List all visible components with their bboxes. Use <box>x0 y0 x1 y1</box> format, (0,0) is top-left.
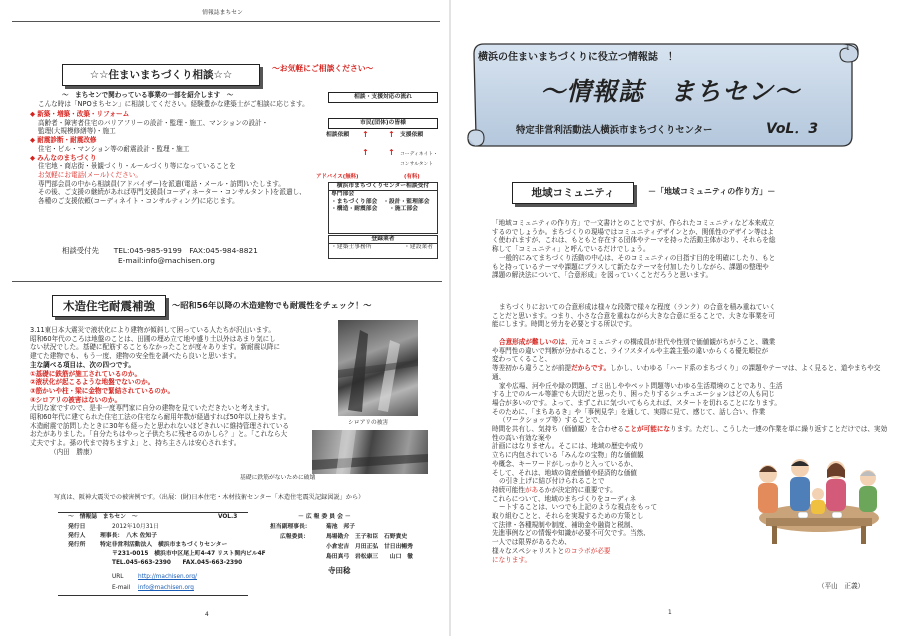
para-line: 立ちに内包されている「みんなの宝物」的な価値観 <box>492 451 644 460</box>
family-illustration-art <box>748 448 890 544</box>
para-line: て法律・各種規制や制度、補助金や融資と税制、 <box>492 520 638 529</box>
flow-req2: 支援依頼 <box>400 132 424 138</box>
flow-title: 相談・支援対応の流れ <box>328 92 438 103</box>
termite-damage-photo <box>338 320 418 416</box>
flow-center: 横浜市まちづくりセンター相談受付 <box>329 183 437 191</box>
email-link[interactable]: info@machisen.org <box>138 585 194 591</box>
para-highlight: だからです。 <box>571 364 611 373</box>
para-line: しかし、いわゆる「ハード系のまちづくり」の課題やテーマは、よく見ると、道やまちや交通、 <box>492 364 881 381</box>
editor: 菊池 邦子 <box>326 524 355 530</box>
para-line: （ワークショップ等）することで、 <box>499 416 605 425</box>
para-line: ことだと思います。つまり、小さな合意を重ねながら大きな合意に至ることで、大きな事業を可 <box>492 311 775 320</box>
flow-reg-box <box>328 235 438 259</box>
para-line: 持続可能性 <box>492 485 525 494</box>
para-line: 先進事例などの情報や知識が必要不可欠です。当然、 <box>492 529 650 538</box>
para-highlight: になります。 <box>492 555 532 564</box>
para-line: もと持っているテーマや課題にプラスして新たなテーマを付加したりしながら、課題の整理や <box>492 262 769 271</box>
para-line: 一般的にみてまちづくり活動の中心は、そのコミュニティの目指す目的を明確にしたり、もと <box>499 253 776 262</box>
taishin-line: ない状況でした。基礎に配筋することもなかったことが度々あります。新耐震以降に <box>30 343 281 352</box>
item3-line: その後、ご支援の継続があれば専門支援員(コーディネーター・コンサルタント)を派遣し、 <box>38 188 306 197</box>
member-row: 小倉宏吉 月田正弘 甘日出暢秀 <box>326 544 413 550</box>
left-page <box>0 6 448 628</box>
check-item: ①基礎に鉄筋が施工されているのか。 <box>30 369 142 378</box>
item1-title: 新築・増築・改築・リフォーム <box>37 110 130 118</box>
members-label: 広報委員： <box>280 534 309 540</box>
taishin-author: （内田 勝康） <box>50 447 97 456</box>
banner-sub: 特定非営利活動法人横浜市まちづくりセンター <box>516 125 713 136</box>
flow-paid: (有料) <box>404 174 420 180</box>
para-line: 計画にはなりません。そこには、地域の歴史や成り <box>492 442 645 451</box>
item3-line: 専門部会員の中から相談員(アドバイザー)を派遣(電話・メール・訪問)いたします。 <box>38 179 285 188</box>
para-line: ートすることは、いつでも上記のような視点をもって <box>499 503 658 512</box>
arrow-up-icon: ↑ <box>388 148 395 157</box>
para-line: や専門性の違いで判断が分かれること、ライフスタイルや主義主張の違いからくる優先順位が <box>492 346 769 355</box>
diamond-icon: ◆ <box>30 136 36 145</box>
url-label: URL <box>112 574 124 580</box>
contact-phone: 相談受付先 TEL:045-985-9199 FAX:045-984-8821 <box>62 246 258 255</box>
org: 特定非営利活動法人 横浜市まちづくりセンター <box>100 542 228 548</box>
taishin-body <box>30 326 328 457</box>
para-highlight: 合意形成が難しいのは <box>499 338 565 346</box>
community-title: 地域コミュニティ <box>512 182 634 204</box>
colophon-rule <box>58 512 248 513</box>
flow-dept: 専門部会 <box>331 191 355 198</box>
para-highlight: のコラボが必要 <box>564 546 611 555</box>
soudan-intro-heading: ～ まちセンで関わっている事業の一部を紹介します ～ <box>62 91 234 99</box>
para-line: するのでしょうか。まちづくりの現場ではコミュニティデザインとか、関係性のデザイン等はよ <box>492 227 774 236</box>
soudan-intro: こんな時は「NPOまちセン」に相談してください。経験豊かな建築士がご相談に応じます。 <box>38 100 309 108</box>
colophon-name: ～ 情報誌 まちセン ～ <box>68 514 138 520</box>
item2-title: 耐震診断・耐震改修 <box>37 136 97 145</box>
url-link[interactable]: http://machisen.org/ <box>138 574 197 580</box>
para-line: や概念、キーワードがしっかりと入っているか、 <box>492 459 638 468</box>
para-line: これらについて、地域のまちづくりをコーディネ <box>492 494 637 503</box>
tel: TEL.045-663-2390 FAX.045-663-2390 <box>112 560 243 566</box>
banner-main: ～情報誌 まちセン～ <box>540 77 801 106</box>
page-number-right: 1 <box>668 610 672 616</box>
family-illustration <box>748 448 890 544</box>
item3-title: みんなのまちづくり <box>37 153 97 162</box>
para-line: ります。ただし、こうした一連の作業を単に繰り返すことだけでは、実効性の高い有効な案や <box>492 425 888 442</box>
photo-caption: 基礎に鉄筋がないために破壊 <box>240 475 316 481</box>
flow-req1: 相談依頼 <box>326 132 350 138</box>
item2-line: 住宅・ビル・マンション等の耐震設計・監理・施工 <box>38 144 190 153</box>
para-line: 、元々コミュニティの構成員が世代や性別で価値観がちがうこと、職業 <box>564 338 776 346</box>
diamond-icon: ◆ <box>30 153 36 162</box>
taishin-line: 建てた建物でも、もう一度、建物の安全性を調べたら良いと思います。 <box>30 352 241 361</box>
email-label: E-mail <box>112 585 131 591</box>
publisher: 理事長： 八木 佐知子 <box>100 533 158 539</box>
para-line: るかが決定的に重要です。 <box>538 485 617 494</box>
flow-reg-item: ・建築士事務所 <box>331 244 372 251</box>
soudan-tagline: ～お気軽にご相談ください～ <box>272 64 374 73</box>
editor-label: 担当副理事長： <box>270 524 311 530</box>
taishin-line: 木造耐震で訪問したときに30年も経ったと思われないほどきれいに維持管理されている <box>30 421 289 430</box>
taishin-line: おたがありました。「自分たちはやっと子供たちに残せるのかしら？」と。「これなら大 <box>30 430 288 439</box>
flow-advice: アドバイス(無料) <box>316 174 359 180</box>
date-label: 発行日 <box>68 524 86 530</box>
header-label: 情報誌まちセン <box>202 10 243 16</box>
publisher-label: 発行人 <box>68 533 86 539</box>
para-line: 「地域コミュニティの作り方」で一文書けとのことですが、作られたコミュニティなど本来成立 <box>492 219 775 227</box>
taishin-line: 昭和60年代に建てられた住宅工法の住宅なら耐用年数が経過すれば50年以上持ちます。 <box>30 413 291 422</box>
para-line: の引き上げに結び付けられることで <box>499 477 605 486</box>
check-item: ②液状化が起こるような地盤でないのか。 <box>30 378 155 387</box>
taishin-line: 大切な家ですので、是非一度専門家に自分の建物を見ていただきたいと考えます。 <box>30 404 274 413</box>
check-item: ③筋かいや柱・梁に金物で緊結されているのか。 <box>30 386 175 395</box>
org-label: 発行所 <box>68 542 86 548</box>
para-line: 一人では限界があるため、 <box>492 538 571 547</box>
contact-email: E-mail:info@machisen.org <box>118 256 215 265</box>
arrow-up-icon: ↑ <box>362 130 369 139</box>
section-rule <box>12 281 442 282</box>
taishin-line: 3.11東日本大震災で液状化により建物が傾斜して困っている人たちが沢山います。 <box>30 326 275 334</box>
community-subtitle: －「地域コミュニティの作り方」－ <box>648 187 776 196</box>
date: 2012年10月31日 <box>112 524 159 530</box>
flow-center-box <box>328 182 438 234</box>
para-line: 様々なスペシャリストと <box>492 546 565 555</box>
taishin-subtitle: ～昭和56年以降の木造建物でも耐震性をチェック！～ <box>172 300 372 310</box>
flow-coord: コーディネイト・ <box>400 152 438 157</box>
address: 〒231-0015 横浜市中区尾上町4-47 リスト関内ビル4F <box>112 551 266 557</box>
taishin-line: 丈夫ですよ。孫の代まで持ちますよ」と、持ち主さんは安心されます。 <box>30 439 241 448</box>
foundation-damage-photo <box>312 430 428 474</box>
para-line: 取り組むことと、それらを実現するための方策とし <box>492 512 644 521</box>
banner-corner: 1 <box>846 46 850 52</box>
colophon-vol: VOL.3 <box>218 514 238 520</box>
community-author: （平山 正義） <box>818 582 865 590</box>
para-highlight: があ <box>524 485 539 494</box>
diamond-icon: ◆ <box>30 110 36 118</box>
header-rule <box>12 21 440 22</box>
flow-dept-item: ・まちづくり部会 ・設計・監理部会 <box>331 198 430 205</box>
para-line: 時間を共有し、気持ち（価値観）を合わせる <box>492 425 624 434</box>
flow-reg: 登録業者 <box>329 236 437 244</box>
spine-divider <box>449 0 451 636</box>
community-para2 <box>492 303 888 329</box>
para-line: 等差初から違うことが前提 <box>492 364 572 373</box>
colophon-rule <box>58 595 248 596</box>
member-row: 馬場勘介 王子和臣 石野貴史 <box>326 534 408 540</box>
member-row: 島田真弓 岩松康三 山口 徹 <box>326 554 413 560</box>
checks-head: 主な調べる項目は、次の四つです。 <box>30 360 135 369</box>
soudan-title: ☆☆住まいまちづくり相談☆☆ <box>62 64 260 86</box>
item1-line: 監理(大規模修繕等)・施工 <box>38 127 116 136</box>
member-row: 寺田稔 <box>328 566 351 575</box>
para-line: 変わってくること、 <box>492 355 552 364</box>
check-item: ④シロアリの被害はないのか。 <box>30 395 122 404</box>
flow-dept-item: ・構造・耐震部会 ・施工部会 <box>331 206 418 213</box>
para-line: 課題の解決法について、「合意形成」を図っていくことだろうと思います。 <box>492 271 713 280</box>
para-line: 能にします。時間と労力を必要とする所以です。 <box>492 320 637 329</box>
item1-line: 高齢者・障害者住宅のバリアフリーの設計・監理・施工、マンションの設計・ <box>38 118 269 127</box>
para-line: 称して「コミュニティ」と呼んでいるだけでしょう。 <box>492 245 650 254</box>
para-line: そのために、「まちあるき」や「事例見学」を通して、実際に見て、感じて、話し合い、作業 <box>492 407 766 416</box>
flow-citizen: 市民(団体)の皆様 <box>328 118 438 129</box>
taishin-line: 昭和60年代のころは地盤のことは、田圃の埋め立て地や盛り土以外はあまり気にし <box>30 334 276 343</box>
community-para1 <box>492 219 888 280</box>
item3-line: お気軽にお電話(メール)ください。 <box>38 170 142 179</box>
editorial-label: － 広 報 委 員 会 － <box>298 514 351 520</box>
banner-top: 横浜の住まいまちづくりに役立つ情報誌 ！ <box>478 52 678 63</box>
title-banner <box>466 40 860 150</box>
item3-line: 各種のご支援依頼(コーディネイト・コンサルティング)に応じます。 <box>38 197 239 206</box>
para-line: く使われますが、これは、もともと存在する団体やテーマを持った活動主体がおり、それらを総 <box>492 236 776 245</box>
right-page <box>452 6 900 628</box>
flow-consult: コンサルタント <box>400 162 434 167</box>
item3-line: 住宅地・商店街・景観づくり・ルールづくり等になっていることを <box>38 162 236 171</box>
page-number-left: 4 <box>205 612 209 618</box>
para-line: する上でのルール等誰でも大切だと思ったり、困ったりするシュチュエーションはどの人も同じ <box>492 390 775 399</box>
arrow-up-icon: ↑ <box>388 130 395 139</box>
para-line: まちづくりにおいての合意形成は様々な段階で様々な程度（ランク）の合意を積み重ねていく <box>499 303 776 311</box>
flow-reg-item: ・建設業者 <box>404 244 433 251</box>
para-line: そして、それは、地域の資産価値や経済的な価値 <box>492 468 637 477</box>
para-line: 家や広場、河や丘や緑の問題、ゴミ出しややペット問題等いわゆる生活環境のことであり、生活 <box>499 381 783 390</box>
banner-vol: VoL．3 <box>766 121 819 137</box>
photo-credit: 写真は、阪神大震災での被害例です。（出展：(財)日本住宅・木材技術センター「木造住宅震災記録図説」から） <box>54 494 365 501</box>
soudan-items <box>30 110 342 206</box>
para-highlight: ことが可能にな <box>623 425 671 434</box>
flow-chart <box>318 92 446 258</box>
colophon <box>58 512 446 620</box>
arrow-up-icon: ↑ <box>362 148 369 157</box>
taishin-title: 木造住宅耐震補強 <box>52 295 166 317</box>
para-line: 場合が多いのです。よって、まずこれに気づいてもらえれば、スタートを切れることになります。 <box>492 398 781 407</box>
photo-caption: シロアリの被害 <box>348 420 389 426</box>
